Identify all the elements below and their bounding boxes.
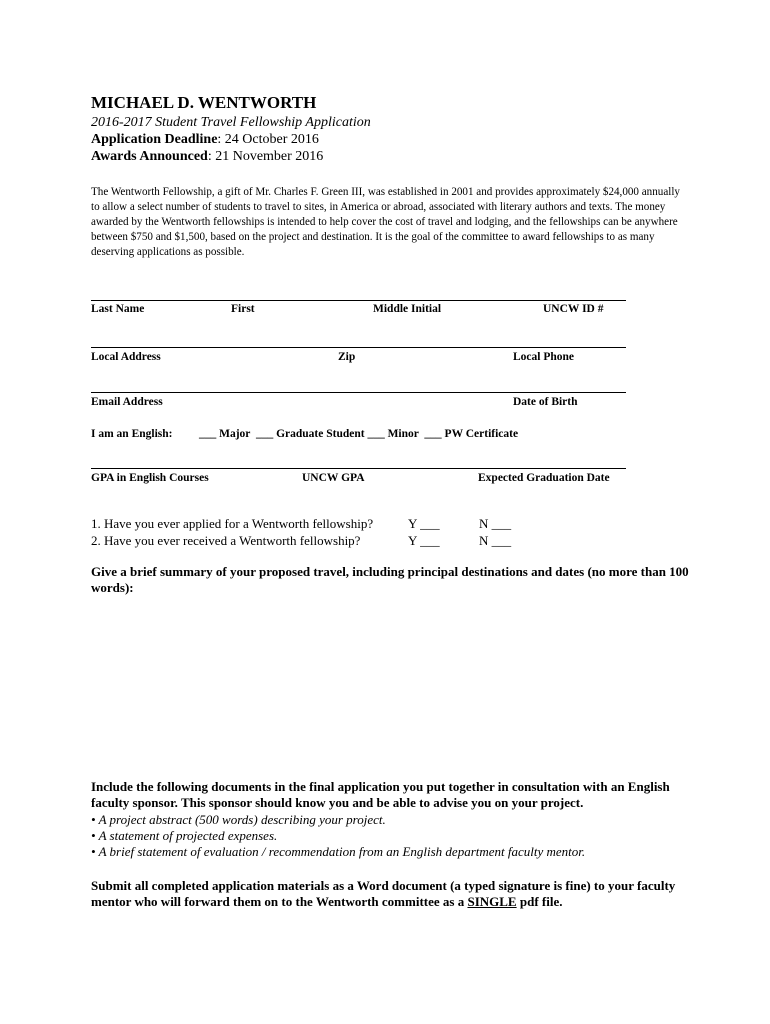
application-deadline: [91, 132, 319, 148]
deadline-label: Application Deadline: [91, 132, 218, 147]
date-of-birth-label: Date of Birth: [513, 396, 578, 408]
application-subtitle: 2016-2017 Student Travel Fellowship Application: [91, 115, 371, 130]
submit-text-end: pdf file.: [516, 894, 563, 909]
documents-instructions: Include the following documents in the final application you put together in consultation with an English faculty sponsor. This sponsor should know you and be able to advise you on your project.: [91, 779, 670, 810]
name-line[interactable]: [91, 300, 626, 301]
intro-paragraph: The Wentworth Fellowship, a gift of Mr. Charles F. Green III, was established in 2001 and provides approximately $24,000 annually to allow a select number of students to travel to sites, in America or abroad, associated with literary authors and texts. The money awarded by the Wentworth fellowships is intended to help cover the cost of travel and lodging, and the fellowships can be anywhere between $750 and $1,500, based on the project and destination. It is the goal of the committee to award fellowships to as many deserving applications as possible.: [91, 186, 680, 258]
document-item: • A brief statement of evaluation / recommendation from an English department faculty mentor.: [91, 844, 586, 859]
question-received-no[interactable]: N ___: [479, 533, 512, 548]
local-address-label: Local Address: [91, 351, 161, 363]
uncw-id-label: UNCW ID #: [543, 303, 604, 315]
document-item: • A project abstract (500 words) describing your project.: [91, 812, 386, 827]
page-title: MICHAEL D. WENTWORTH: [91, 93, 317, 112]
awards-announced: [91, 149, 323, 165]
question-received-yes[interactable]: Y ___: [408, 533, 440, 548]
document-item: • A statement of projected expenses.: [91, 828, 278, 843]
question-applied-no[interactable]: N ___: [479, 516, 512, 531]
deadline-value: : 24 October 2016: [217, 132, 319, 147]
first-name-label: First: [231, 303, 255, 315]
graduation-date-label: Expected Graduation Date: [478, 472, 610, 484]
last-name-label: Last Name: [91, 303, 145, 315]
email-address-label: Email Address: [91, 396, 163, 408]
uncw-gpa-label: UNCW GPA: [302, 472, 365, 484]
english-status-options[interactable]: ___ Major ___ Graduate Student ___ Minor ___ PW Certificate: [199, 428, 519, 440]
awards-value: : 21 November 2016: [207, 149, 324, 164]
question-received: 2. Have you ever received a Wentworth fellowship?: [91, 533, 361, 548]
question-applied: 1. Have you ever applied for a Wentworth fellowship?: [91, 516, 374, 531]
local-phone-label: Local Phone: [513, 351, 575, 363]
single-emphasis: SINGLE: [467, 894, 517, 909]
zip-label: Zip: [338, 351, 356, 363]
submission-instructions: [91, 878, 691, 910]
awards-label: Awards Announced: [91, 149, 208, 164]
question-applied-yes[interactable]: Y ___: [408, 516, 440, 531]
summary-prompt: Give a brief summary of your proposed travel, including principal destinations and dates (no more than 100 words):: [91, 564, 689, 595]
email-line[interactable]: [91, 392, 626, 393]
gpa-line[interactable]: [91, 468, 626, 469]
middle-initial-label: Middle Initial: [373, 303, 442, 315]
english-status-label: I am an English:: [91, 428, 173, 440]
gpa-english-label: GPA in English Courses: [91, 472, 209, 484]
submit-text: Submit all completed application materials as a Word document (a typed signature is fine) to your faculty mentor who will forward them on to the Wentworth committee as a: [91, 878, 676, 909]
address-line[interactable]: [91, 347, 626, 348]
